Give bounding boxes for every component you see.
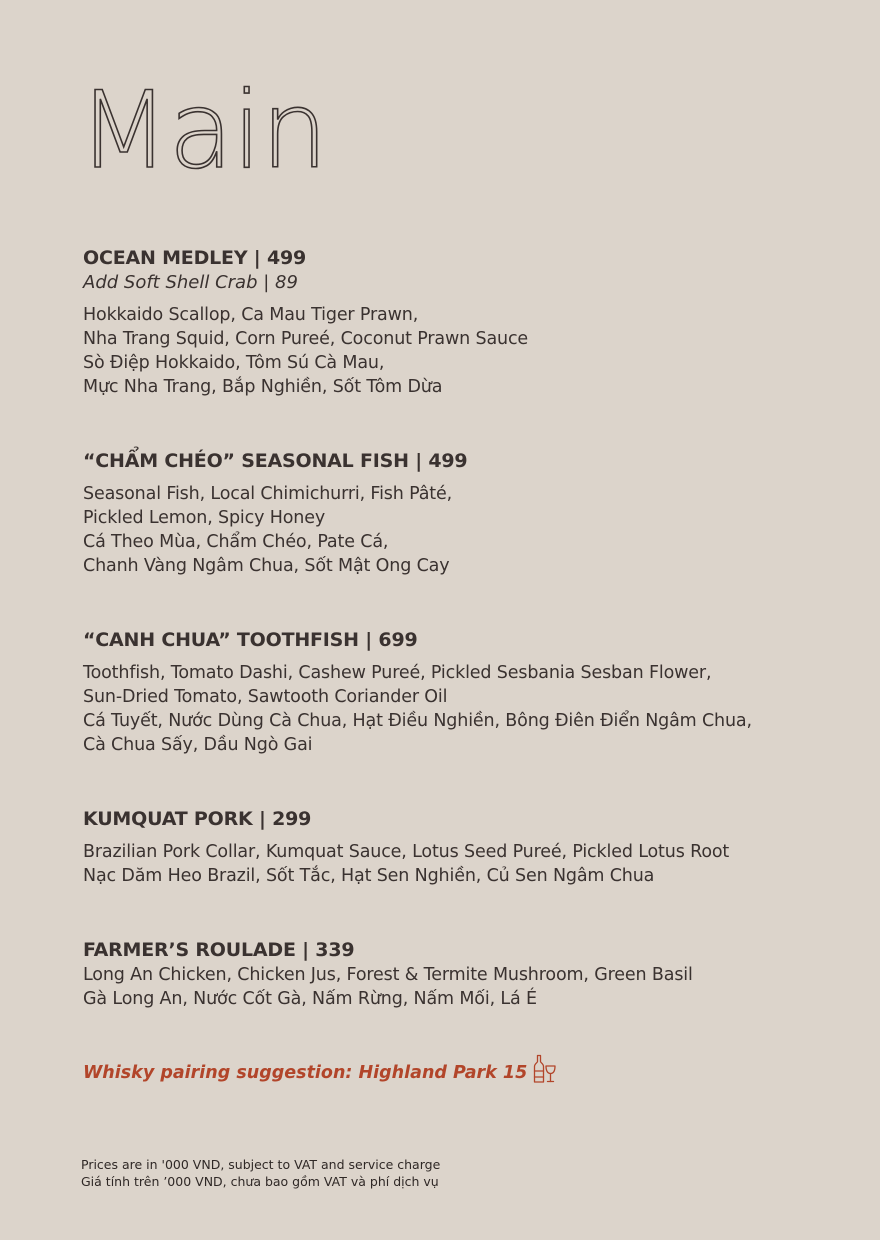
dish-kumquat-pork xyxy=(83,806,843,888)
description-line: Hokkaido Scallop, Ca Mau Tiger Prawn, xyxy=(83,305,419,325)
dish-description xyxy=(83,303,843,399)
dish-ocean-medley xyxy=(83,245,843,399)
dish-description xyxy=(83,482,843,578)
page-title: Main xyxy=(78,69,328,192)
pairing-text: Whisky pairing suggestion: Highland Park 15 xyxy=(83,1063,528,1083)
dish-cham-cheo-seasonal-fish xyxy=(83,448,843,578)
description-line: Nạc Dăm Heo Brazil, Sốt Tắc, Hạt Sen Nghiền, Củ Sen Ngâm Chua xyxy=(83,866,655,886)
price-note xyxy=(81,1156,440,1190)
description-line: Seasonal Fish, Local Chimichurri, Fish Pâté, xyxy=(83,484,453,504)
description-line: Toothfish, Tomato Dashi, Cashew Pureé, Pickled Sesbania Sesban Flower, xyxy=(83,663,712,683)
dish-canh-chua-toothfish xyxy=(83,627,843,757)
description-line: Cà Chua Sấy, Dầu Ngò Gai xyxy=(83,735,313,755)
dish-farmers-roulade xyxy=(83,937,843,1011)
description-line: Gà Long An, Nước Cốt Gà, Nấm Rừng, Nấm Mối, Lá É xyxy=(83,989,537,1009)
price-note-english: Prices are in '000 VND, subject to VAT and service charge xyxy=(81,1157,441,1172)
price-note-vietnamese: Giá tính trên ’000 VND, chưa bao gồm VAT và phí dịch vụ xyxy=(81,1174,439,1189)
dish-description xyxy=(83,840,843,888)
description-line: Chanh Vàng Ngâm Chua, Sốt Mật Ong Cay xyxy=(83,556,450,576)
dish-name: FARMER’S ROULADE | 339 xyxy=(83,939,355,961)
dish-name: KUMQUAT PORK | 299 xyxy=(83,808,312,830)
dish-name: “CANH CHUA” TOOTHFISH | 699 xyxy=(83,629,418,651)
description-line: Pickled Lemon, Spicy Honey xyxy=(83,508,326,528)
description-line: Sun-Dried Tomato, Sawtooth Coriander Oil xyxy=(83,687,448,707)
dish-name: “CHẨM CHÉO” SEASONAL FISH | 499 xyxy=(83,450,468,472)
description-line: Mực Nha Trang, Bắp Nghiền, Sốt Tôm Dừa xyxy=(83,377,443,397)
description-line: Brazilian Pork Collar, Kumquat Sauce, Lotus Seed Pureé, Pickled Lotus Root xyxy=(83,842,730,862)
bottle-and-glass-icon xyxy=(533,1054,557,1084)
dish-description xyxy=(83,963,843,1011)
whisky-pairing xyxy=(83,1058,557,1088)
description-line: Cá Theo Mùa, Chẩm Chéo, Pate Cá, xyxy=(83,532,389,552)
description-line: Sò Điệp Hokkaido, Tôm Sú Cà Mau, xyxy=(83,353,385,373)
description-line: Nha Trang Squid, Corn Pureé, Coconut Prawn Sauce xyxy=(83,329,529,349)
description-line: Long An Chicken, Chicken Jus, Forest & Termite Mushroom, Green Basil xyxy=(83,965,693,985)
dish-addon: Add Soft Shell Crab | 89 xyxy=(83,272,298,293)
dish-name: OCEAN MEDLEY | 499 xyxy=(83,247,307,269)
description-line: Cá Tuyết, Nước Dùng Cà Chua, Hạt Điều Nghiền, Bông Điên Điển Ngâm Chua, xyxy=(83,711,752,731)
dish-description xyxy=(83,661,843,757)
